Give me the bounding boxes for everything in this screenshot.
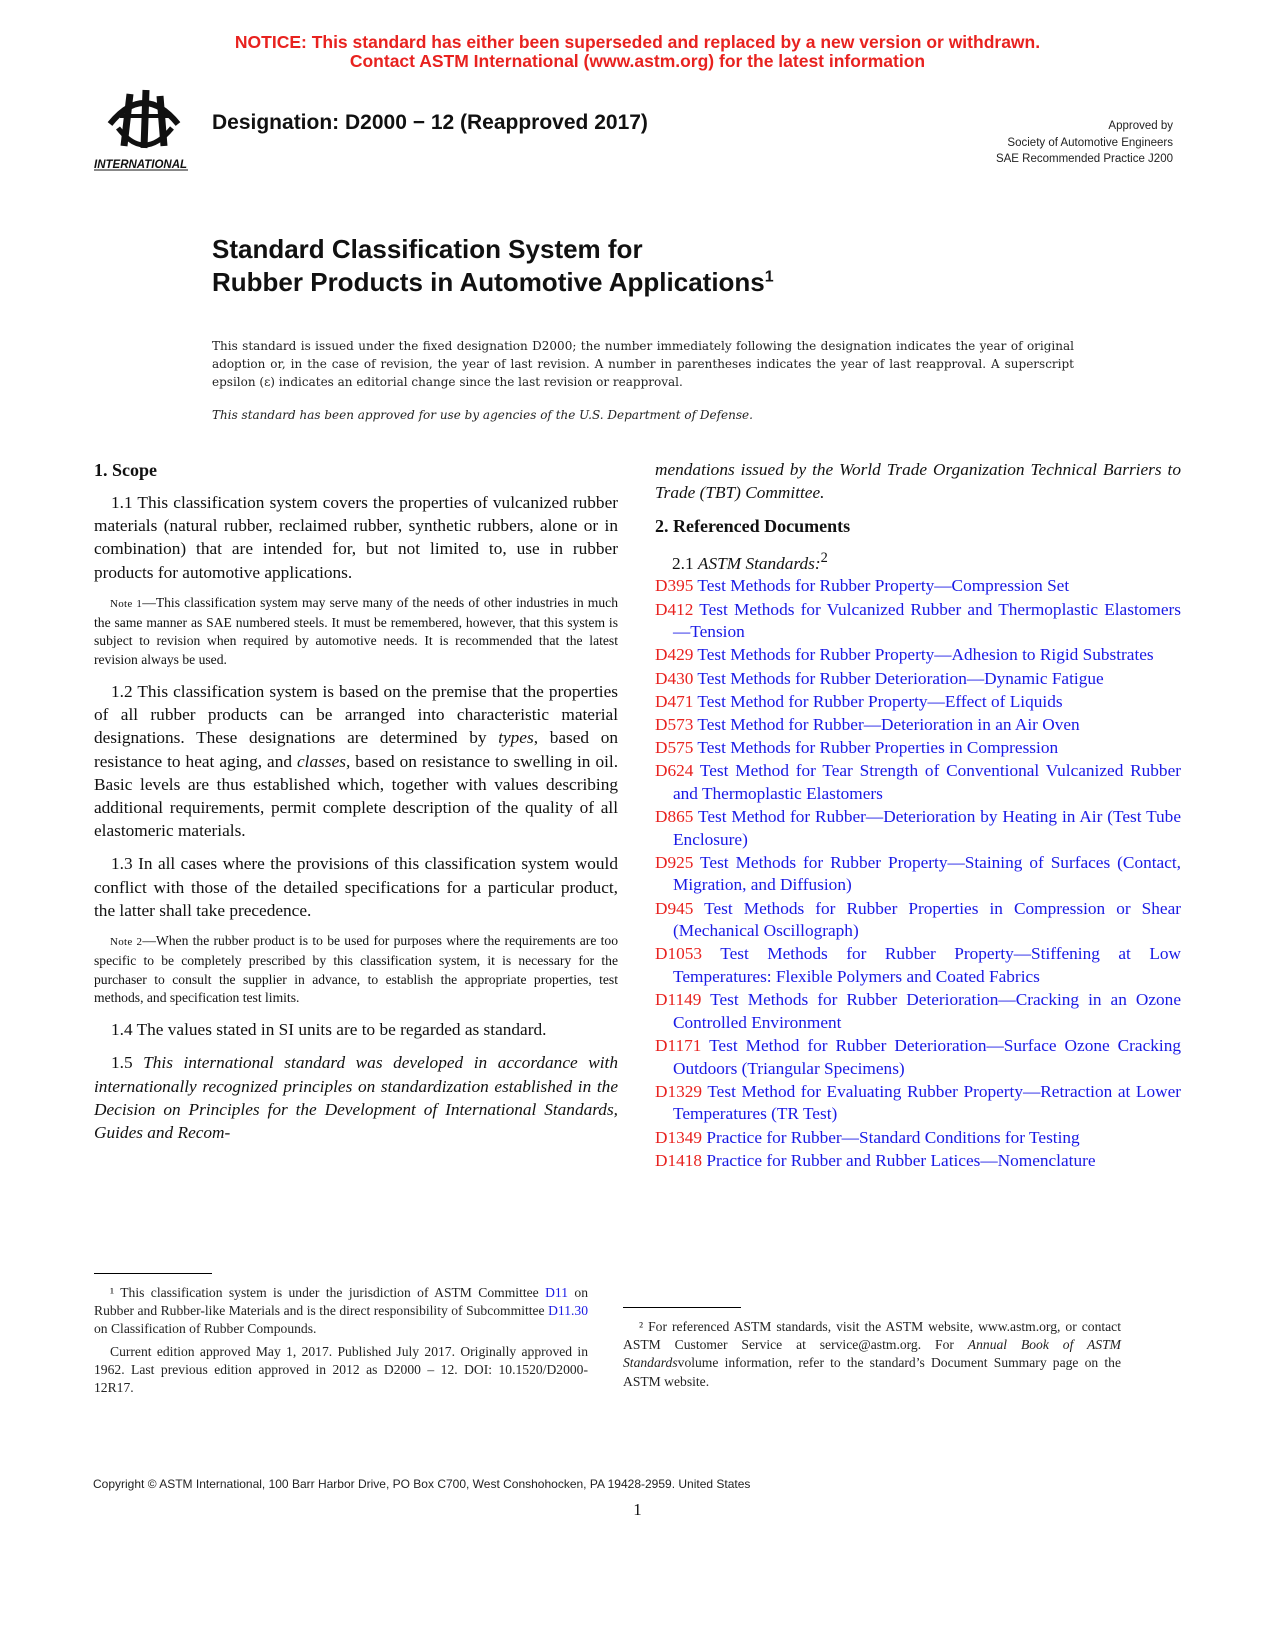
reference-title[interactable]: Test Methods for Rubber Property—Compression Set: [693, 576, 1070, 596]
reference-code[interactable]: D1171: [655, 1035, 702, 1055]
reference-code[interactable]: D429: [655, 645, 694, 665]
notice-line-2: Contact ASTM International (www.astm.org) for the latest information: [349, 50, 926, 71]
notice-line-1: NOTICE: This standard has either been superseded and replaced by a new version or withdrawn.: [234, 32, 1041, 52]
reference-item[interactable]: [655, 1035, 1181, 1080]
approved-by: [996, 118, 1173, 168]
footnote-1-c: on Classification of Rubber Compounds.: [94, 1321, 317, 1337]
reference-title[interactable]: Practice for Rubber and Rubber Latices—Nomenclature: [702, 1150, 1096, 1170]
reference-title[interactable]: Test Methods for Rubber Properties in Compression: [693, 738, 1059, 758]
reference-item[interactable]: [655, 898, 1181, 943]
reference-item[interactable]: [655, 1127, 1181, 1150]
paragraph-1-5-text: This international standard was developed in accordance with internationally recognized principles on standardization established in the Decision on Principles for the Development of International Standards, Guides and Recom-: [94, 1053, 618, 1143]
reference-code[interactable]: D945: [655, 898, 694, 918]
reference-title[interactable]: Test Method for Rubber Deterioration—Surface Ozone Cracking Outdoors (Triangular Specimens): [673, 1035, 1181, 1078]
reference-item[interactable]: [655, 943, 1181, 988]
paragraph-1-5-continued: mendations issued by the World Trade Organization Technical Barriers to Trade (TBT) Committee.: [655, 460, 1181, 503]
astm-logo-mark: [110, 90, 178, 148]
reference-code[interactable]: D430: [655, 668, 694, 688]
paragraph-1-2: [94, 680, 618, 842]
reference-code[interactable]: D412: [655, 599, 694, 619]
designation: Designation: D2000 − 12 (Reapproved 2017): [212, 111, 648, 134]
paragraph-1-1: 1.1 This classification system covers the properties of vulcanized rubber materials (natural rubber, reclaimed rubber, synthetic rubbers, alone or in combination) that are intended for, but not limited to, use in rubber products for automotive applications.: [94, 493, 618, 582]
astm-logo: [92, 84, 196, 172]
reference-code[interactable]: D395: [655, 576, 694, 596]
note-2-text: —When the rubber product is to be used for purposes where the requirements are too specific to be completely prescribed by this classification system, it is necessary for the purchaser to consult the supplier in advance, to establish the appropriate properties, test methods, and specification test limits.: [94, 933, 618, 1006]
reference-title[interactable]: Test Method for Rubber—Deterioration in an Air Oven: [693, 714, 1080, 734]
reference-item[interactable]: [655, 691, 1181, 714]
note-2-label: Note 2: [110, 936, 143, 949]
reference-code[interactable]: D573: [655, 714, 694, 734]
footnote-1-a: ¹ This classification system is under the jurisdiction of ASTM Committee: [110, 1285, 546, 1300]
reference-item[interactable]: [655, 737, 1181, 760]
reference-title[interactable]: Test Methods for Rubber Property—Adhesion to Rigid Substrates: [693, 645, 1154, 665]
reference-item[interactable]: [655, 714, 1181, 737]
reference-code[interactable]: D1149: [655, 990, 702, 1010]
left-column: [94, 458, 618, 1154]
reference-item[interactable]: [655, 852, 1181, 897]
paragraph-1-2-b: , based on resistance to heat aging, and: [94, 728, 618, 771]
footnotes-left: [94, 1284, 588, 1401]
reference-title[interactable]: Test Methods for Rubber Property—Staining of Surfaces (Contact, Migration, and Diffusion): [673, 852, 1181, 895]
reference-item[interactable]: [655, 1150, 1181, 1173]
title-footnote-mark: 1: [764, 268, 774, 286]
reference-item[interactable]: [655, 599, 1181, 644]
approved-by-org: Society of Automotive Engineers: [1007, 136, 1173, 149]
reference-item[interactable]: [655, 668, 1181, 691]
footnote-1-b: on Rubber and Rubber-like Materials and is the direct responsibility of Subcommittee: [94, 1285, 588, 1319]
astm-standards-label: ASTM Standards:: [697, 554, 821, 574]
footnote-2-a: ² For referenced ASTM standards, visit the ASTM website, www.astm.org, or contact ASTM Customer Service at service@astm.org. For: [623, 1319, 1121, 1353]
footnote-rule-right: [623, 1307, 741, 1308]
reference-code[interactable]: D1349: [655, 1127, 703, 1147]
committee-d11-link[interactable]: D11: [545, 1285, 568, 1300]
reference-code[interactable]: D1329: [655, 1081, 703, 1101]
reference-code[interactable]: D865: [655, 807, 694, 827]
reference-list: [655, 575, 1181, 1172]
reference-title[interactable]: Test Methods for Rubber Properties in Compression or Shear (Mechanical Oscillograph): [673, 898, 1181, 941]
reference-item[interactable]: [655, 575, 1181, 598]
footnote-1-edition: Current edition approved May 1, 2017. Published July 2017. Originally approved in 1962. Last previous edition approved in 2012 as D2000 – 12. DOI: 10.1520/D2000-12R17.: [94, 1343, 588, 1396]
note-1-label: Note 1: [110, 597, 143, 610]
reference-title[interactable]: Test Method for Rubber Property—Effect of Liquids: [693, 691, 1063, 711]
term-classes: classes: [297, 751, 346, 771]
reference-item[interactable]: [655, 644, 1181, 667]
approved-by-practice: SAE Recommended Practice J200: [995, 153, 1173, 166]
footnote-2-mark: 2: [820, 550, 828, 567]
issued-statement: This standard is issued under the fixed designation D2000; the number immediately following the designation indicates the year of original adoption or, in the case of revision, the year of last revision. A number in parentheses indicates the year of last reapproval. A superscript epsilon (ε) indicates an editorial change since the last revision or reapproval.: [212, 339, 1074, 389]
term-types: types: [498, 728, 534, 748]
paragraph-1-2-a: 1.2 This classification system is based on the premise that the properties of all rubber products can be arranged into characteristic material designations. These designations are determined by: [94, 682, 618, 748]
reference-item[interactable]: [655, 806, 1181, 851]
logo-text: INTERNATIONAL: [94, 159, 188, 171]
footnote-2: [623, 1318, 1121, 1391]
reference-title[interactable]: Practice for Rubber—Standard Conditions for Testing: [702, 1127, 1080, 1147]
reference-item[interactable]: [655, 760, 1181, 805]
footnotes-right: [623, 1318, 1121, 1395]
page-number: 1: [633, 1500, 642, 1519]
reference-code[interactable]: D1053: [655, 944, 703, 964]
reference-code[interactable]: D624: [655, 761, 694, 781]
approved-by-label: Approved by: [1108, 120, 1173, 132]
paragraph-2-1: [655, 547, 1181, 575]
reference-code[interactable]: D925: [655, 852, 694, 872]
note-2: [94, 932, 618, 1008]
note-1: [94, 594, 618, 670]
paragraph-1-4: 1.4 The values stated in SI units are to be regarded as standard.: [111, 1020, 547, 1040]
copyright: Copyright © ASTM International, 100 Barr Harbor Drive, PO Box C700, West Conshohocken, PA 19428-2959. United States: [93, 1477, 751, 1491]
notice-banner: [0, 33, 1275, 71]
title-line-1: Standard Classification System for: [212, 234, 643, 264]
footnote-1: [94, 1284, 588, 1339]
section-scope-heading: 1. Scope: [94, 460, 157, 480]
footnote-rule-left: [94, 1273, 212, 1274]
reference-item[interactable]: [655, 1081, 1181, 1126]
reference-code[interactable]: D1418: [655, 1150, 703, 1170]
paragraph-1-3: 1.3 In all cases where the provisions of this classification system would conflict with those of the detailed specifications for a particular product, the latter shall take precedence.: [94, 854, 618, 920]
paragraph-1-5: [94, 1051, 618, 1144]
reference-title[interactable]: Test Method for Rubber—Deterioration by Heating in Air (Test Tube Enclosure): [673, 807, 1181, 849]
footnote-2-italic: Annual Book of ASTM Standards: [623, 1337, 1121, 1371]
paragraph-1-2-c: , based on resistance to swelling in oil. Basic levels are thus established which, together with values describing additional requirements, permit complete description of the quality of all elastomeric materials.: [94, 751, 619, 841]
note-1-text: —This classification system may serve many of the needs of other industries in much the same manner as SAE numbered steels. It must be remembered, however, that this system is subject to revision when required by automotive needs. It is recommended that the latest revision always be used.: [94, 594, 619, 668]
reference-title[interactable]: Test Method for Evaluating Rubber Property—Retraction at Lower Temperatures (TR Test): [673, 1081, 1181, 1124]
reference-code[interactable]: D471: [655, 691, 694, 711]
reference-title[interactable]: Test Methods for Rubber Property—Stiffening at Low Temperatures: Flexible Polymers and Coated Fabrics: [673, 944, 1181, 986]
title-line-2: Rubber Products in Automotive Applications: [212, 267, 765, 298]
reference-title[interactable]: Test Method for Tear Strength of Conventional Vulcanized Rubber and Thermoplastic Elastomers: [673, 761, 1181, 803]
subcommittee-d11-30-link[interactable]: D11.30: [548, 1303, 588, 1319]
reference-code[interactable]: D575: [655, 738, 694, 758]
right-column: [655, 458, 1181, 1173]
document-title: [212, 233, 774, 299]
section-referenced-documents-heading: 2. Referenced Documents: [655, 516, 851, 537]
reference-title[interactable]: Test Methods for Vulcanized Rubber and Thermoplastic Elastomers—Tension: [673, 599, 1181, 642]
reference-item[interactable]: [655, 989, 1181, 1034]
dod-statement: This standard has been approved for use by agencies of the U.S. Department of Defense.: [212, 408, 753, 422]
reference-title[interactable]: Test Methods for Rubber Deterioration—Cracking in an Ozone Controlled Environment: [673, 990, 1181, 1032]
paragraph-1-5-num: 1.5: [111, 1053, 144, 1073]
reference-title[interactable]: Test Methods for Rubber Deterioration—Dynamic Fatigue: [693, 668, 1104, 688]
paragraph-2-1-num: 2.1: [672, 554, 698, 574]
footnote-2-b: volume information, refer to the standard’s Document Summary page on the ASTM website.: [623, 1355, 1121, 1389]
